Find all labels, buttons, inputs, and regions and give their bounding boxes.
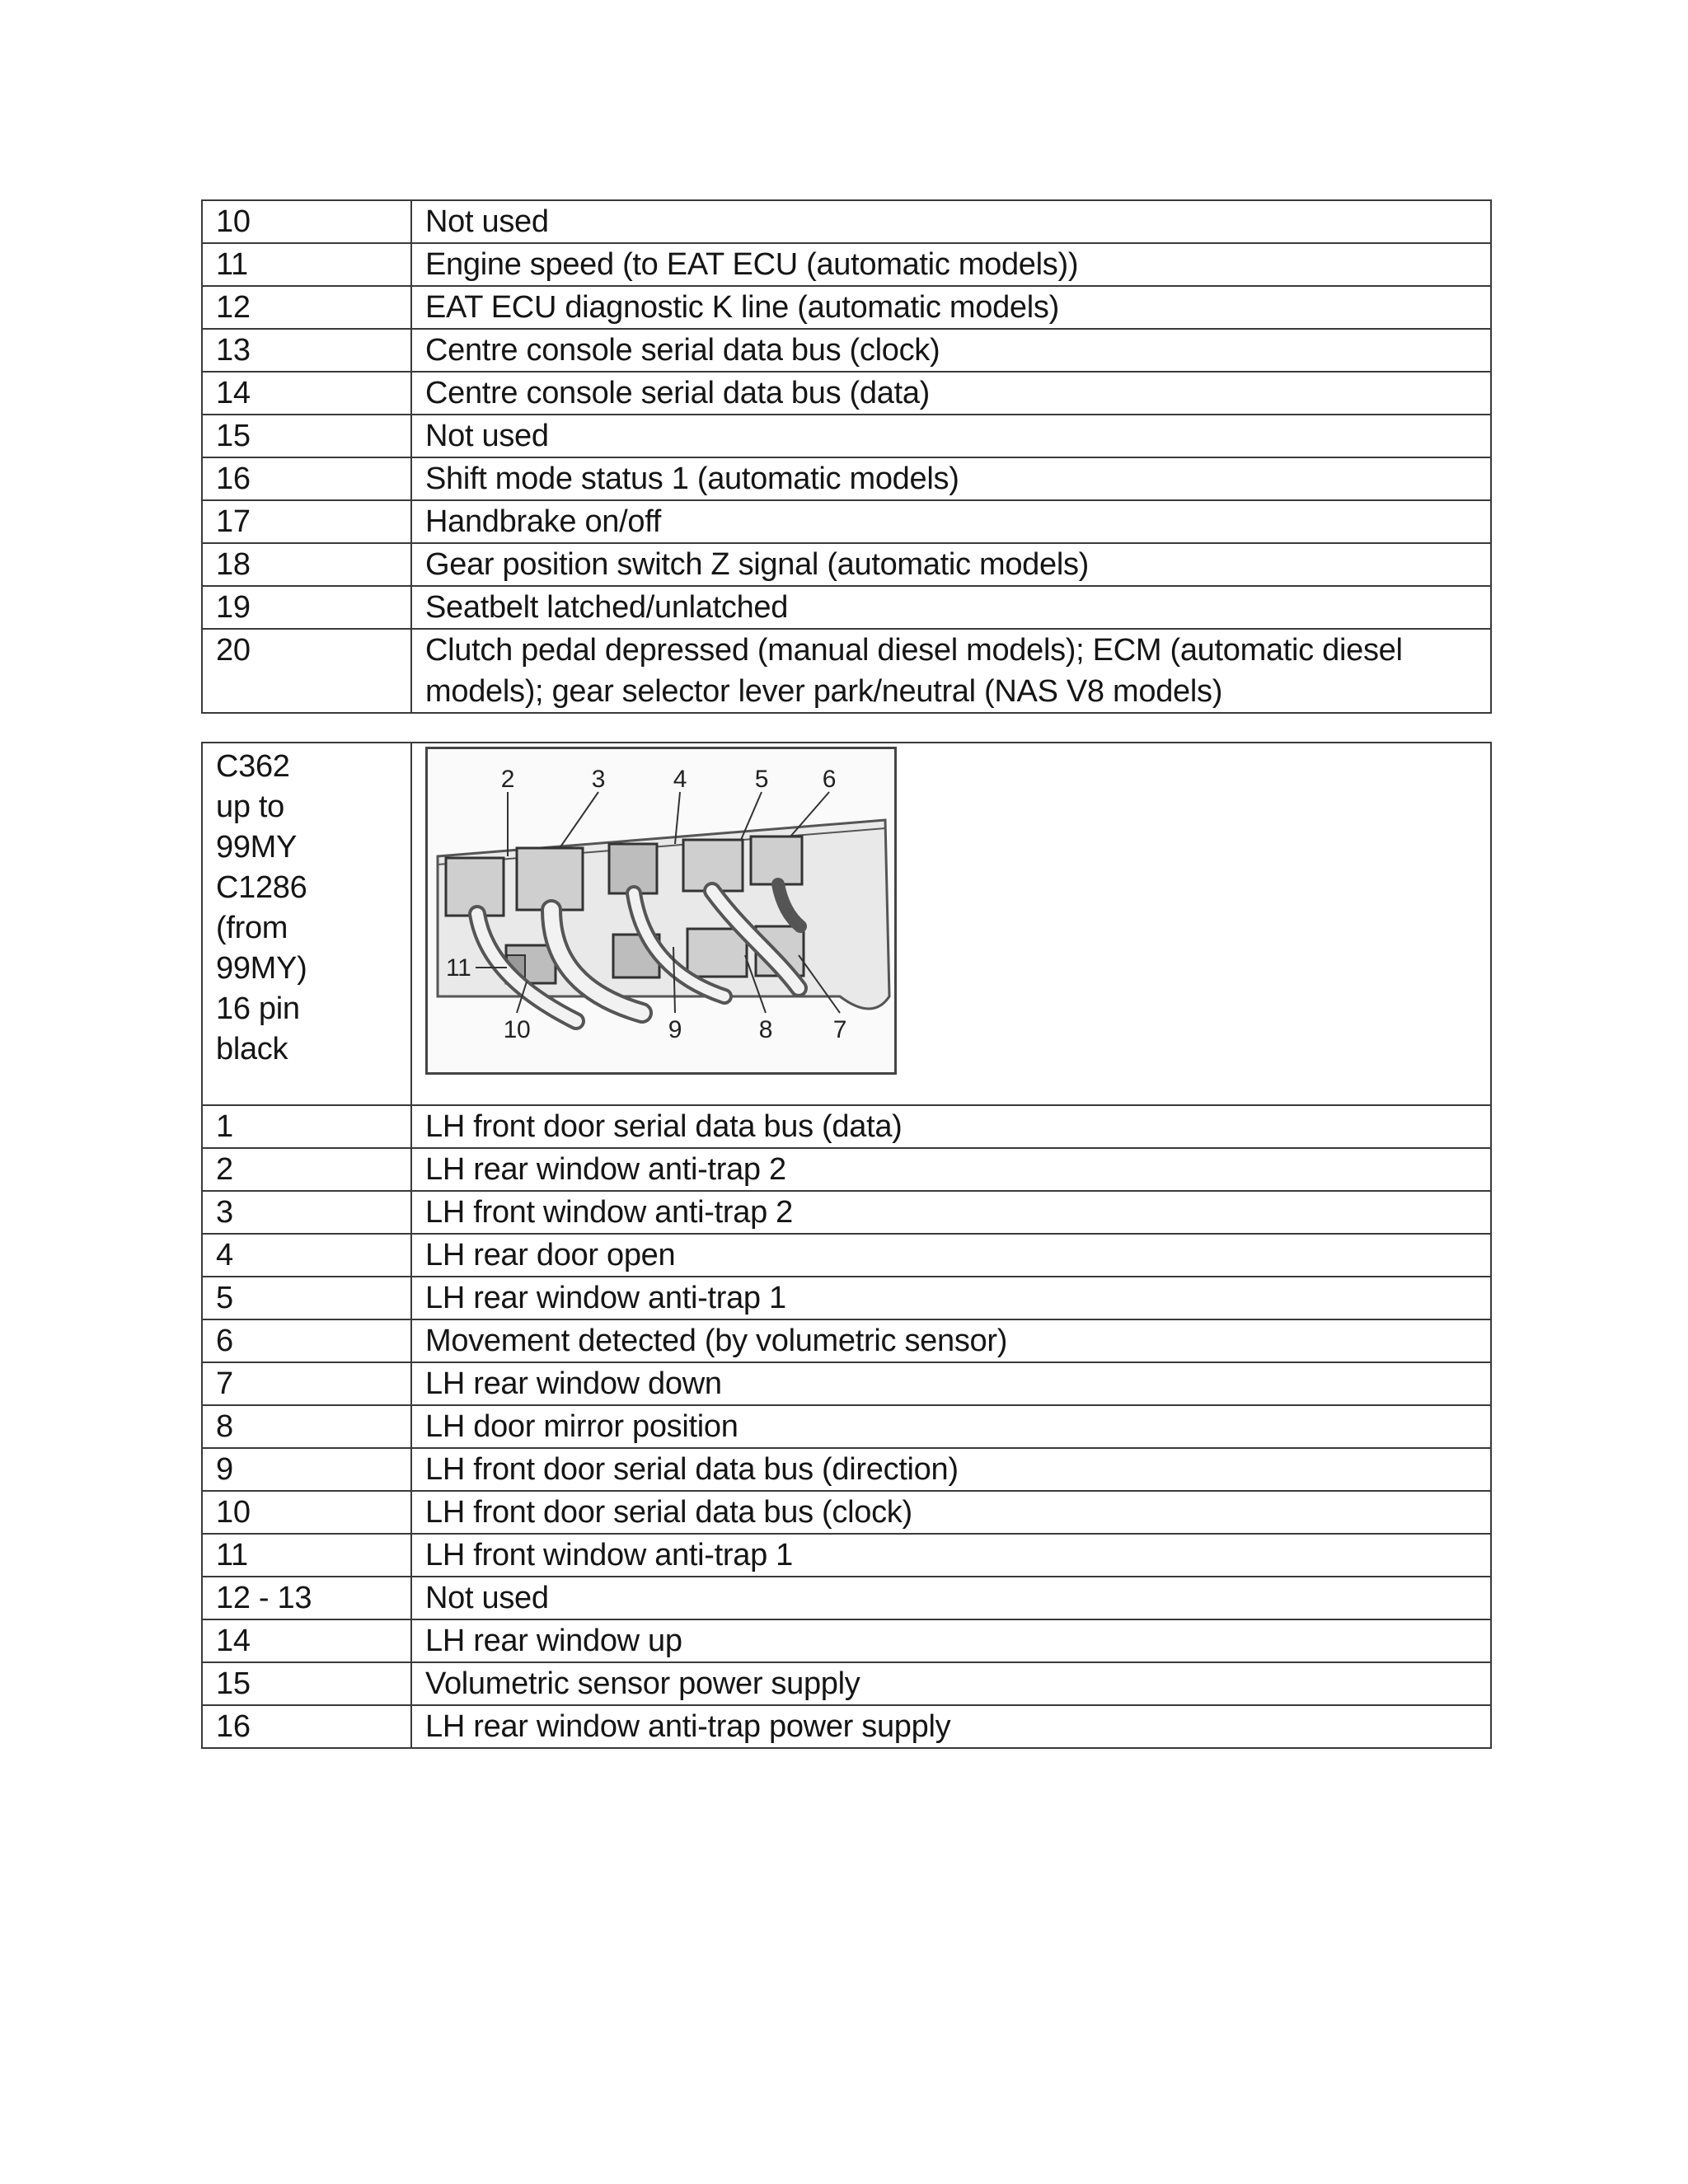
connector-8 (687, 929, 747, 977)
pin-description: Centre console serial data bus (clock) (411, 329, 1491, 372)
pin-description: Clutch pedal depressed (manual diesel models); ECM (automatic diesel models); gear selector lever park/neutral (NAS V8 models) (411, 629, 1491, 713)
pin-number: 14 (202, 1619, 411, 1662)
pin-number: 4 (202, 1234, 411, 1277)
pin-number: 2 (202, 1148, 411, 1191)
table-row (202, 1362, 1491, 1405)
callout-label: 11 (446, 954, 471, 982)
pin-description: Seatbelt latched/unlatched (411, 586, 1491, 629)
table-row (202, 1148, 1491, 1191)
table-row (202, 200, 1491, 243)
pin-number: 16 (202, 457, 411, 500)
table-row (202, 1319, 1491, 1362)
pin-number: 12 - 13 (202, 1577, 411, 1619)
callout-label: 8 (758, 1016, 773, 1043)
connector-header-row (202, 743, 1491, 1105)
pin-description: Centre console serial data bus (data) (411, 372, 1491, 415)
pin-number: 19 (202, 586, 411, 629)
pin-description: Movement detected (by volumetric sensor) (411, 1319, 1491, 1362)
pin-number: 7 (202, 1362, 411, 1405)
pin-number: 3 (202, 1191, 411, 1234)
pin-table-body (202, 200, 1491, 713)
pin-description: LH front window anti-trap 2 (411, 1191, 1491, 1234)
pin-description: LH rear window anti-trap power supply (411, 1705, 1491, 1748)
table-row (202, 457, 1491, 500)
pin-number: 8 (202, 1405, 411, 1448)
pin-description: Volumetric sensor power supply (411, 1662, 1491, 1705)
pin-number: 1 (202, 1105, 411, 1148)
table-row (202, 1705, 1491, 1748)
pin-description: Not used (411, 1577, 1491, 1619)
pin-number: 16 (202, 1705, 411, 1748)
table-row (202, 1234, 1491, 1277)
pin-number: 14 (202, 372, 411, 415)
pin-description: LH rear window anti-trap 2 (411, 1148, 1491, 1191)
pin-number: 17 (202, 500, 411, 543)
pin-description: LH front door serial data bus (data) (411, 1105, 1491, 1148)
table-row (202, 1619, 1491, 1662)
connector-6 (751, 837, 802, 884)
pin-number: 10 (202, 1491, 411, 1534)
table-row (202, 1534, 1491, 1577)
table-row (202, 629, 1491, 713)
table-row (202, 1105, 1491, 1148)
connector-illustration (428, 749, 894, 1072)
callout-label: 4 (673, 766, 687, 793)
callout-label: 6 (822, 766, 837, 793)
callout-label: 2 (500, 766, 515, 793)
callout-label: 3 (591, 766, 606, 793)
pin-description: Gear position switch Z signal (automatic models) (411, 543, 1491, 586)
pin-description: LH rear window anti-trap 1 (411, 1277, 1491, 1319)
pin-description: Not used (411, 200, 1491, 243)
table-row (202, 372, 1491, 415)
pin-table-continued (201, 199, 1492, 714)
callout-label: 5 (754, 766, 769, 793)
pin-number: 20 (202, 629, 411, 713)
callout-label: 10 (503, 1016, 531, 1043)
pin-number: 11 (202, 1534, 411, 1577)
pin-number: 15 (202, 415, 411, 457)
pin-number: 10 (202, 200, 411, 243)
table-row (202, 243, 1491, 286)
pin-description: LH front window anti-trap 1 (411, 1534, 1491, 1577)
pin-description: LH front door serial data bus (direction) (411, 1448, 1491, 1491)
table-row (202, 1448, 1491, 1491)
pin-number: 18 (202, 543, 411, 586)
table-row (202, 1491, 1491, 1534)
table-row (202, 329, 1491, 372)
pin-number: 13 (202, 329, 411, 372)
table-row (202, 586, 1491, 629)
leader-line (560, 792, 598, 848)
pin-description: EAT ECU diagnostic K line (automatic models) (411, 286, 1491, 329)
connector-label: C362 up to 99MY C1286 (from 99MY) 16 pin black (202, 743, 411, 1105)
connector-diagram-cell (411, 743, 1491, 1105)
pin-description: Engine speed (to EAT ECU (automatic models)) (411, 243, 1491, 286)
pin-number: 5 (202, 1277, 411, 1319)
pin-description: LH door mirror position (411, 1405, 1491, 1448)
pin-number: 15 (202, 1662, 411, 1705)
table-row (202, 1577, 1491, 1619)
table-row (202, 543, 1491, 586)
pin-description: LH front door serial data bus (clock) (411, 1491, 1491, 1534)
callout-label: 7 (832, 1016, 847, 1043)
table-row (202, 1662, 1491, 1705)
pin-description: Shift mode status 1 (automatic models) (411, 457, 1491, 500)
pin-number: 9 (202, 1448, 411, 1491)
table-row (202, 1405, 1491, 1448)
table-row (202, 286, 1491, 329)
table-row (202, 500, 1491, 543)
pin-number: 11 (202, 243, 411, 286)
pin-number: 6 (202, 1319, 411, 1362)
pin-number: 12 (202, 286, 411, 329)
table-row (202, 1191, 1491, 1234)
pin-description: Handbrake on/off (411, 500, 1491, 543)
pin-table-body (202, 743, 1491, 1748)
connector-location-diagram (425, 747, 897, 1075)
pin-description: LH rear window down (411, 1362, 1491, 1405)
pin-description: Not used (411, 415, 1491, 457)
pin-description: LH rear window up (411, 1619, 1491, 1662)
connector-pin-table (201, 742, 1492, 1749)
callout-label: 9 (668, 1016, 682, 1043)
table-row (202, 1277, 1491, 1319)
pin-description: LH rear door open (411, 1234, 1491, 1277)
table-row (202, 415, 1491, 457)
